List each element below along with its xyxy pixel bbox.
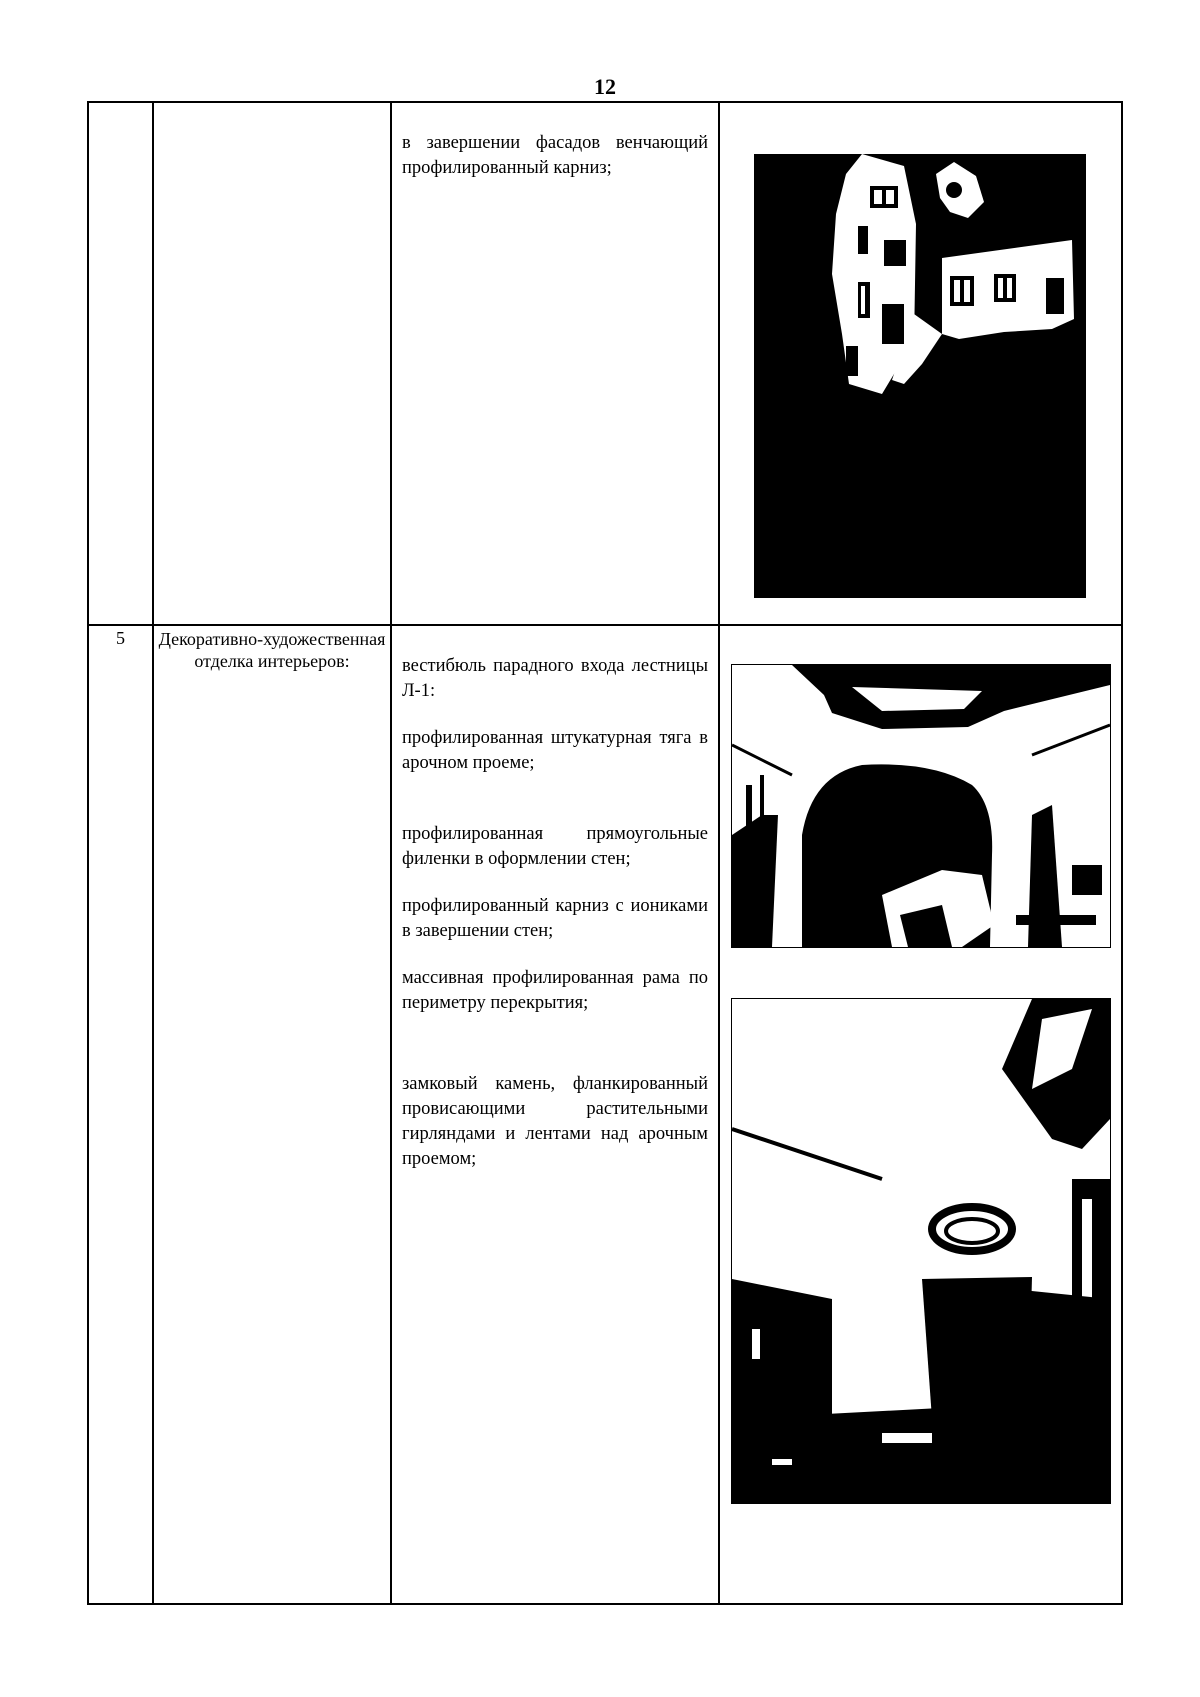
description-item: замковый камень, фланкированный провисающими растительными гирляндами и лентами над арочным проемом;: [402, 1074, 708, 1169]
vestibule-arch-photo: [731, 664, 1111, 948]
description-item: профилированная прямоугольные филенки в оформлении стен;: [402, 824, 708, 869]
vestibule-ceiling-photo: [731, 998, 1111, 1504]
courtyard-facade-photo: [754, 154, 1086, 598]
row-number-cell: [88, 102, 153, 625]
page-number: 12: [594, 74, 616, 99]
description-item: вестибюль парадного входа лестницы Л-1:: [402, 656, 708, 701]
table-row: [88, 102, 1122, 625]
row-number-cell: 5: [88, 625, 153, 1604]
row-name-cell: [153, 102, 391, 625]
row-description-cell: [391, 625, 719, 1604]
table-row: [88, 625, 1122, 1604]
description-item: в завершении фасадов венчающий профилированный карниз;: [402, 133, 708, 178]
row-name-cell: Декоративно-художественная отделка интерьеров:: [153, 625, 391, 1604]
description-item: профилированный карниз с иониками в завершении стен;: [402, 896, 708, 941]
row-description-cell: [391, 102, 719, 625]
description-item: профилированная штукатурная тяга в арочном проеме;: [402, 728, 708, 773]
row-photo-cell: [719, 102, 1122, 625]
row-photo-cell: [719, 625, 1122, 1604]
heritage-table: [87, 101, 1123, 1605]
description-item: массивная профилированная рама по периметру перекрытия;: [402, 968, 708, 1013]
